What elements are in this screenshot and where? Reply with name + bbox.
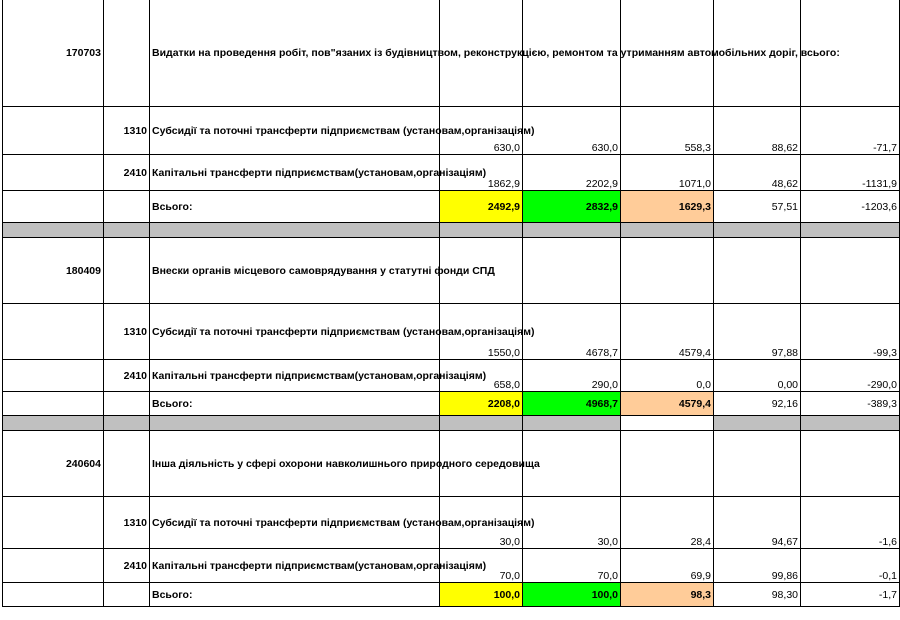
- table-row[interactable]: [3, 497, 900, 549]
- item-description[interactable]: Капітальні трансферти підприємствам(установам,організаціям): [150, 155, 440, 191]
- program-title[interactable]: Видатки на проведення робіт, пов"язаних із будівництвом, реконструкцією, ремонтом та утриманням автомобільних доріг, всього:: [150, 0, 440, 107]
- actual-cell[interactable]: 1071,0: [621, 155, 714, 191]
- section-header-row[interactable]: [3, 431, 900, 497]
- total-annual-plan-cell[interactable]: 2492,9: [440, 191, 523, 223]
- empty-cell[interactable]: [801, 431, 900, 497]
- separator-cell: [104, 223, 150, 238]
- table-row[interactable]: [3, 304, 900, 360]
- percent-cell[interactable]: 99,86: [714, 549, 801, 583]
- kekv-code[interactable]: 2410: [104, 155, 150, 191]
- total-deviation-cell[interactable]: -1,7: [801, 583, 900, 607]
- annual-plan-cell[interactable]: 30,0: [440, 497, 523, 549]
- total-annual-plan-cell[interactable]: 2208,0: [440, 392, 523, 416]
- empty-cell[interactable]: [104, 431, 150, 497]
- program-title[interactable]: Інша діяльність у сфері охорони навколишнього природного середовища: [150, 431, 440, 497]
- budget-table: [2, 0, 900, 607]
- item-description[interactable]: Капітальні трансферти підприємствам(установам,організаціям): [150, 360, 440, 392]
- percent-cell[interactable]: 97,88: [714, 304, 801, 360]
- percent-cell[interactable]: 94,67: [714, 497, 801, 549]
- actual-cell[interactable]: 0,0: [621, 360, 714, 392]
- item-description[interactable]: Субсидії та поточні трансферти підприємствам (установам,організаціям): [150, 304, 440, 360]
- actual-cell[interactable]: 69,9: [621, 549, 714, 583]
- separator-cell: [523, 223, 621, 238]
- deviation-cell[interactable]: -1131,9: [801, 155, 900, 191]
- empty-cell[interactable]: [3, 392, 104, 416]
- adjusted-plan-cell[interactable]: 70,0: [523, 549, 621, 583]
- table-row[interactable]: [3, 155, 900, 191]
- section-header-row[interactable]: [3, 0, 900, 107]
- total-adjusted-plan-cell[interactable]: 4968,7: [523, 392, 621, 416]
- total-actual-cell[interactable]: 4579,4: [621, 392, 714, 416]
- total-actual-cell[interactable]: 1629,3: [621, 191, 714, 223]
- total-deviation-cell[interactable]: -1203,6: [801, 191, 900, 223]
- percent-cell[interactable]: 88,62: [714, 107, 801, 155]
- separator-cell: [104, 416, 150, 431]
- separator-cell: [621, 416, 714, 431]
- annual-plan-cell[interactable]: 70,0: [440, 549, 523, 583]
- empty-cell[interactable]: [621, 238, 714, 304]
- total-row[interactable]: [3, 392, 900, 416]
- adjusted-plan-cell[interactable]: 290,0: [523, 360, 621, 392]
- empty-cell[interactable]: [104, 238, 150, 304]
- table-row[interactable]: [3, 360, 900, 392]
- program-code[interactable]: 180409: [3, 238, 104, 304]
- empty-cell[interactable]: [714, 238, 801, 304]
- empty-cell[interactable]: [104, 0, 150, 107]
- empty-cell[interactable]: [104, 583, 150, 607]
- separator-cell: [801, 223, 900, 238]
- empty-cell[interactable]: [801, 238, 900, 304]
- annual-plan-cell[interactable]: 630,0: [440, 107, 523, 155]
- empty-cell[interactable]: [523, 238, 621, 304]
- total-annual-plan-cell[interactable]: 100,0: [440, 583, 523, 607]
- total-actual-cell[interactable]: 98,3: [621, 583, 714, 607]
- deviation-cell[interactable]: -290,0: [801, 360, 900, 392]
- total-percent-cell[interactable]: 57,51: [714, 191, 801, 223]
- empty-cell[interactable]: [3, 497, 104, 549]
- adjusted-plan-cell[interactable]: 2202,9: [523, 155, 621, 191]
- empty-cell[interactable]: [3, 549, 104, 583]
- total-adjusted-plan-cell[interactable]: 2832,9: [523, 191, 621, 223]
- table-row[interactable]: [3, 549, 900, 583]
- empty-cell[interactable]: [3, 107, 104, 155]
- empty-cell[interactable]: [3, 583, 104, 607]
- empty-cell[interactable]: [714, 431, 801, 497]
- percent-cell[interactable]: 48,62: [714, 155, 801, 191]
- kekv-code[interactable]: 2410: [104, 549, 150, 583]
- total-label[interactable]: Всього:: [150, 392, 440, 416]
- total-percent-cell[interactable]: 98,30: [714, 583, 801, 607]
- adjusted-plan-cell[interactable]: 630,0: [523, 107, 621, 155]
- separator-cell: [150, 416, 440, 431]
- program-title[interactable]: Внески органів місцевого самоврядування у статутні фонди СПД: [150, 238, 440, 304]
- separator-row: [3, 416, 900, 431]
- item-description[interactable]: Субсидії та поточні трансферти підприємствам (установам,організаціям): [150, 497, 440, 549]
- separator-cell: [3, 416, 104, 431]
- total-percent-cell[interactable]: 92,16: [714, 392, 801, 416]
- annual-plan-cell[interactable]: 658,0: [440, 360, 523, 392]
- kekv-code[interactable]: 1310: [104, 107, 150, 155]
- separator-cell: [440, 416, 523, 431]
- program-code[interactable]: 170703: [3, 0, 104, 107]
- separator-cell: [3, 223, 104, 238]
- adjusted-plan-cell[interactable]: 30,0: [523, 497, 621, 549]
- kekv-code[interactable]: 1310: [104, 304, 150, 360]
- separator-cell: [150, 223, 440, 238]
- empty-cell[interactable]: [104, 191, 150, 223]
- empty-cell[interactable]: [3, 304, 104, 360]
- total-label[interactable]: Всього:: [150, 583, 440, 607]
- total-row[interactable]: [3, 191, 900, 223]
- adjusted-plan-cell[interactable]: 4678,7: [523, 304, 621, 360]
- empty-cell[interactable]: [3, 191, 104, 223]
- item-description[interactable]: Капітальні трансферти підприємствам(установам,організаціям): [150, 549, 440, 583]
- deviation-cell[interactable]: -0,1: [801, 549, 900, 583]
- separator-cell: [714, 223, 801, 238]
- total-label[interactable]: Всього:: [150, 191, 440, 223]
- separator-cell: [621, 223, 714, 238]
- actual-cell[interactable]: 4579,4: [621, 304, 714, 360]
- deviation-cell[interactable]: -99,3: [801, 304, 900, 360]
- empty-cell[interactable]: [3, 360, 104, 392]
- total-deviation-cell[interactable]: -389,3: [801, 392, 900, 416]
- program-code[interactable]: 240604: [3, 431, 104, 497]
- total-adjusted-plan-cell[interactable]: 100,0: [523, 583, 621, 607]
- total-row[interactable]: [3, 583, 900, 607]
- separator-cell: [714, 416, 801, 431]
- table-row[interactable]: [3, 107, 900, 155]
- kekv-code[interactable]: 1310: [104, 497, 150, 549]
- separator-cell: [523, 416, 621, 431]
- item-description[interactable]: Субсидії та поточні трансферти підприємствам (установам,організаціям): [150, 107, 440, 155]
- empty-cell[interactable]: [104, 392, 150, 416]
- empty-cell[interactable]: [3, 155, 104, 191]
- annual-plan-cell[interactable]: 1862,9: [440, 155, 523, 191]
- section-header-row[interactable]: [3, 238, 900, 304]
- actual-cell[interactable]: 28,4: [621, 497, 714, 549]
- kekv-code[interactable]: 2410: [104, 360, 150, 392]
- separator-cell: [440, 223, 523, 238]
- separator-row: [3, 223, 900, 238]
- actual-cell[interactable]: 558,3: [621, 107, 714, 155]
- deviation-cell[interactable]: -71,7: [801, 107, 900, 155]
- empty-cell[interactable]: [621, 431, 714, 497]
- annual-plan-cell[interactable]: 1550,0: [440, 304, 523, 360]
- separator-cell: [801, 416, 900, 431]
- deviation-cell[interactable]: -1,6: [801, 497, 900, 549]
- percent-cell[interactable]: 0,00: [714, 360, 801, 392]
